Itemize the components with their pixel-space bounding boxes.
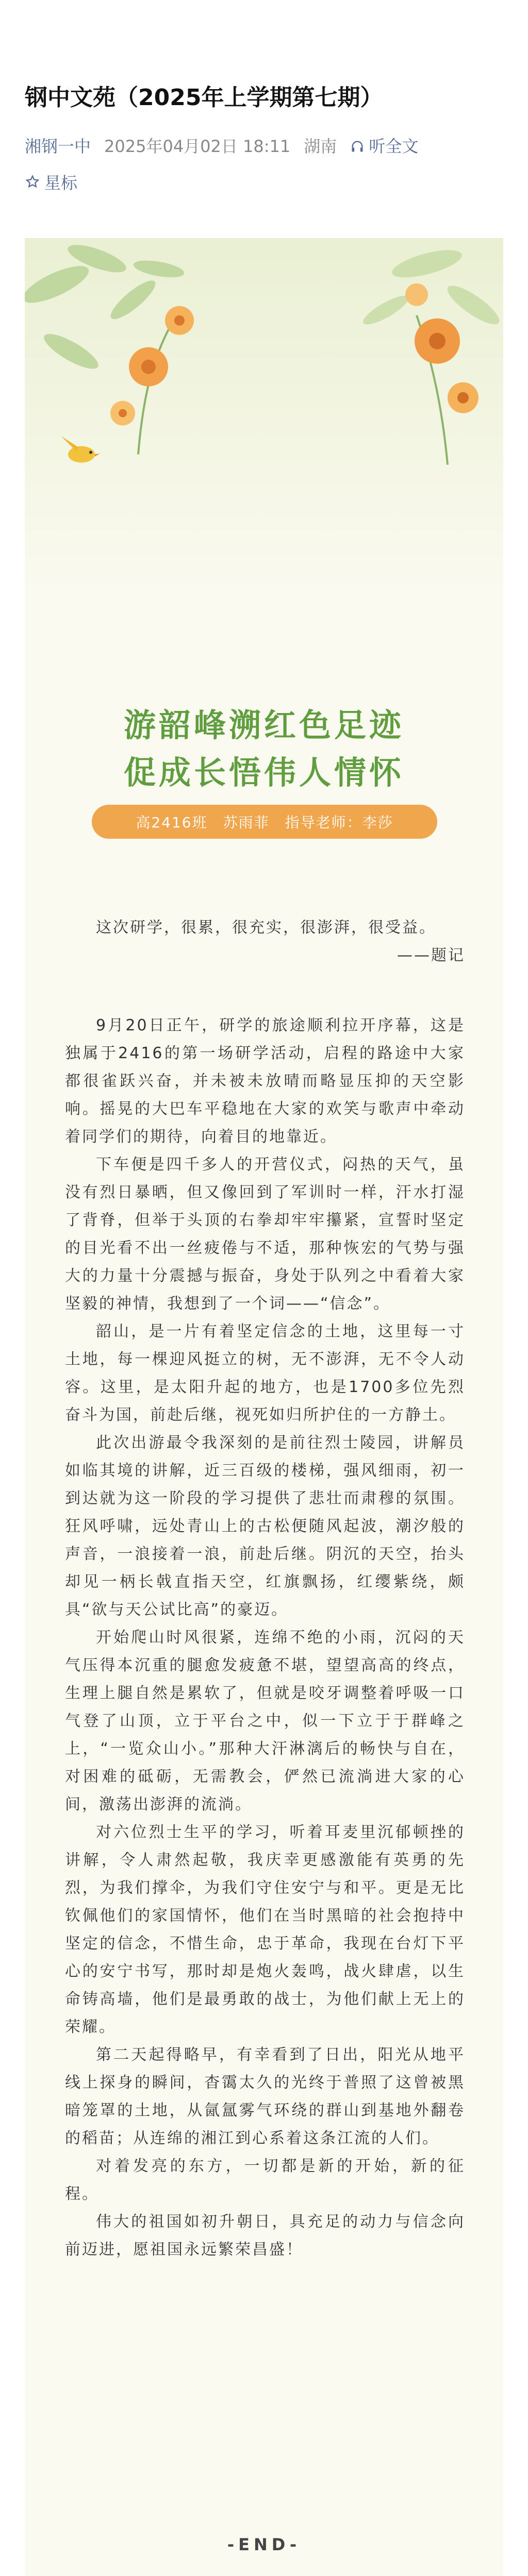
epigraph-text: 这次研学，很累，很充实，很澎湃，很受益。 xyxy=(96,919,436,937)
flower-banner-illustration xyxy=(25,238,503,609)
headline-line-1: 游韶峰溯红色足迹 xyxy=(123,706,404,744)
headline-line-2: 促成长悟伟人情怀 xyxy=(123,754,404,791)
article-meta xyxy=(25,135,504,158)
account-name-link[interactable]: 湘钢一中 xyxy=(25,137,91,156)
floral-decoration-icon xyxy=(25,238,503,609)
byline-badge: 高2416班 苏雨菲 指导老师：李莎 xyxy=(92,805,437,839)
paragraph: 伟大的祖国如初升朝日，具充足的动力与信念向前迈进，愿祖国永远繁荣昌盛！ xyxy=(65,2213,465,2259)
star-label: 星标 xyxy=(44,173,78,193)
article-card xyxy=(25,238,503,2576)
page-title: 钢中文苑（2025年上学期第七期） xyxy=(25,84,383,111)
epigraph-sign: ——题记 xyxy=(397,946,465,964)
paragraph: 9月20日正午，研学的旅途顺利拉开序幕，这是独属于2416的第一场研学活动，启程的路途中大家都很雀跃兴奋，并未被未放晴而略显压抑的天空影响。摇晃的大巴车平稳地在大家的欢笑与歌声中牵动着同学们的期待，向着目的地靠近。 xyxy=(65,1016,465,1146)
paragraph: 对六位烈士生平的学习，听着耳麦里沉郁顿挫的讲解，令人肃然起敬，我庆幸更感激能有英勇的先烈，为我们撑伞，为我们守住安宁与和平。更是无比钦佩他们的家国情怀，他们在当时黑暗的社会抱持中坚定的信念，不惜生命，忠于革命，我现在台灯下平心的安宁书写，那时却是炮火轰鸣，战火肆虐，以生命铸高墙，他们是最勇敢的战士，为他们献上无上的荣耀。 xyxy=(65,1823,465,2036)
paragraph: 对着发亮的东方，一切都是新的开始，新的征程。 xyxy=(65,2157,465,2203)
publish-date: 2025年04月02日 18:11 xyxy=(104,137,291,156)
star-icon xyxy=(25,174,40,190)
paragraph: 开始爬山时风很紧，连绵不绝的小雨，沉闷的天气压得本沉重的腿愈发疲惫不堪，望望高高的终点，生理上腿自然是累软了，但就是咬牙调整着呼吸一口气登了山顶，立于平台之中，似一下立于于群峰之上，“一览众山小。”那种大汗淋漓后的畅快与自在，对困难的砥砺，无需教会，俨然已流淌进大家的心间，激荡出澎湃的流淌。 xyxy=(65,1629,465,1814)
paragraph: 下车便是四千多人的开营仪式，闷热的天气，虽没有烈日暴晒，但又像回到了军训时一样，汗水打湿了背脊，但举于头顶的右拳却牢牢攥紧，宣誓时坚定的目光看不出一丝疲倦与不适，那种恢宏的气势与强大的力量十分震撼与振奋，身处于队列之中看着大家坚毅的神情，我想到了一个词——“信念”。 xyxy=(65,1156,465,1313)
paragraph: 第二天起得略早，有幸看到了日出，阳光从地平线上探身的瞬间，杳霭太久的光终于普照了这曾被黑暗笼罩的土地，从氤氲雾气环绕的群山到基地外翻卷的稻苗；从连绵的湘江到心系着这条江流的人们。 xyxy=(65,2046,465,2147)
end-mark: -END- xyxy=(227,2535,301,2554)
location-label: 湖南 xyxy=(304,137,337,156)
listen-label: 听全文 xyxy=(369,137,419,156)
paragraph: 韶山，是一片有着坚定信念的土地，这里每一寸土地，每一棵迎风挺立的树，无不澎湃，无不令人动容。这里，是太阳升起的地方，也是1700多位先烈奋斗为国，前赴后继，视死如归所护住的一方静土。 xyxy=(65,1323,465,1424)
article-body xyxy=(65,914,465,2264)
headline-block xyxy=(25,702,503,796)
star-button[interactable] xyxy=(25,170,77,194)
listen-button[interactable] xyxy=(350,135,418,158)
headphones-icon xyxy=(350,139,365,154)
paragraph: 此次出游最令我深刻的是前往烈士陵园，讲解员如临其境的讲解，近三百级的楼梯，强风细雨，初一到达就为这一阶段的学习提供了悲壮而肃穆的氛围。狂风呼啸，远处青山上的古松便随风起波，潮汐般的声音，一浪接着一浪，前赴后继。阴沉的天空，抬头却见一柄长戟直指天空，红旗飘扬，红缨紫绕，颇具“欲与天公试比高”的豪迈。 xyxy=(65,1434,465,1619)
